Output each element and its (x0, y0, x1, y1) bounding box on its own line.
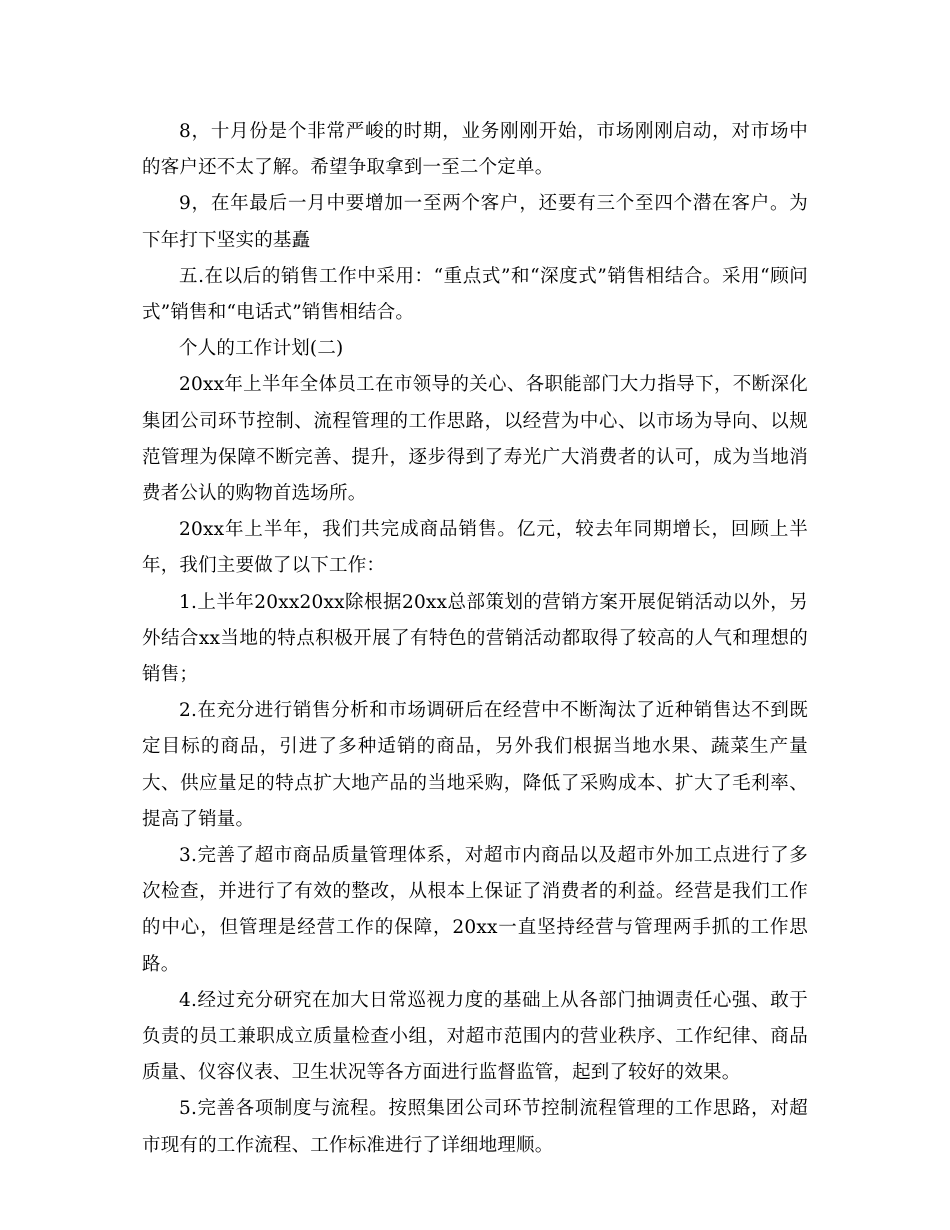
paragraph-point-2: 2.在充分进行销售分析和市场调研后在经营中不断淘汰了近种销售达不到既定目标的商品，引进了多种适销的商品，另外我们根据当地水果、蔬菜生产量大、供应量足的特点扩大地产品的当地采购，降低了采购成本、扩大了毛利率、提高了销量。 (142, 700, 808, 830)
section-heading: 个人的工作计划(二) (179, 338, 344, 360)
paragraph-item-9: 9，在年最后一月中要增加一至两个客户，还要有三个至四个潜在客户。为下年打下坚实的基矗 (142, 193, 808, 251)
paragraph-point-4: 4.经过充分研究在加大日常巡视力度的基础上从各部门抽调责任心强、敢于负责的员工兼职成立质量检查小组，对超市范围内的营业秩序、工作纪律、商品质量、仪容仪表、卫生状况等各方面进行监督监管，起到了较好的效果。 (142, 989, 808, 1084)
paragraph-intro: 20xx年上半年全体员工在市领导的关心、各职能部门大力指导下，不断深化集团公司环节控制、流程管理的工作思路，以经营为中心、以市场为导向、以规范管理为保障不断完善、提升，逐步得到了寿光广大消费者的认可，成为当地消费者公认的购物首选场所。 (142, 374, 808, 505)
paragraph-point-1: 1.上半年20xx20xx除根据20xx总部策划的营销方案开展促销活动以外，另外结合xx当地的特点积极开展了有特色的营销活动都取得了较高的人气和理想的销售； (142, 591, 808, 686)
paragraph-point-3: 3.完善了超市商品质量管理体系，对超市内商品以及超市外加工点进行了多次检查，并进行了有效的整改，从根本上保证了消费者的利益。经营是我们工作的中心，但管理是经营工作的保障，20xx一直坚持经营与管理两手抓的工作思路。 (142, 845, 808, 975)
paragraph-section-five: 五.在以后的销售工作中采用：“重点式”和“深度式”销售相结合。采用“顾问式”销售和“电话式”销售相结合。 (142, 265, 808, 324)
paragraph-item-8: 8，十月份是个非常严峻的时期，业务刚刚开始，市场刚刚启动，对市场中的客户还不太了解。希望争取拿到一至二个定单。 (142, 121, 808, 179)
paragraph-point-5: 5.完善各项制度与流程。按照集团公司环节控制流程管理的工作思路，对超市现有的工作流程、工作标准进行了详细地理顺。 (142, 1098, 808, 1156)
paragraph-summary: 20xx年上半年，我们共完成商品销售。亿元，较去年同期增长，回顾上半年，我们主要做了以下工作： (142, 519, 808, 577)
document-body (142, 114, 808, 1164)
